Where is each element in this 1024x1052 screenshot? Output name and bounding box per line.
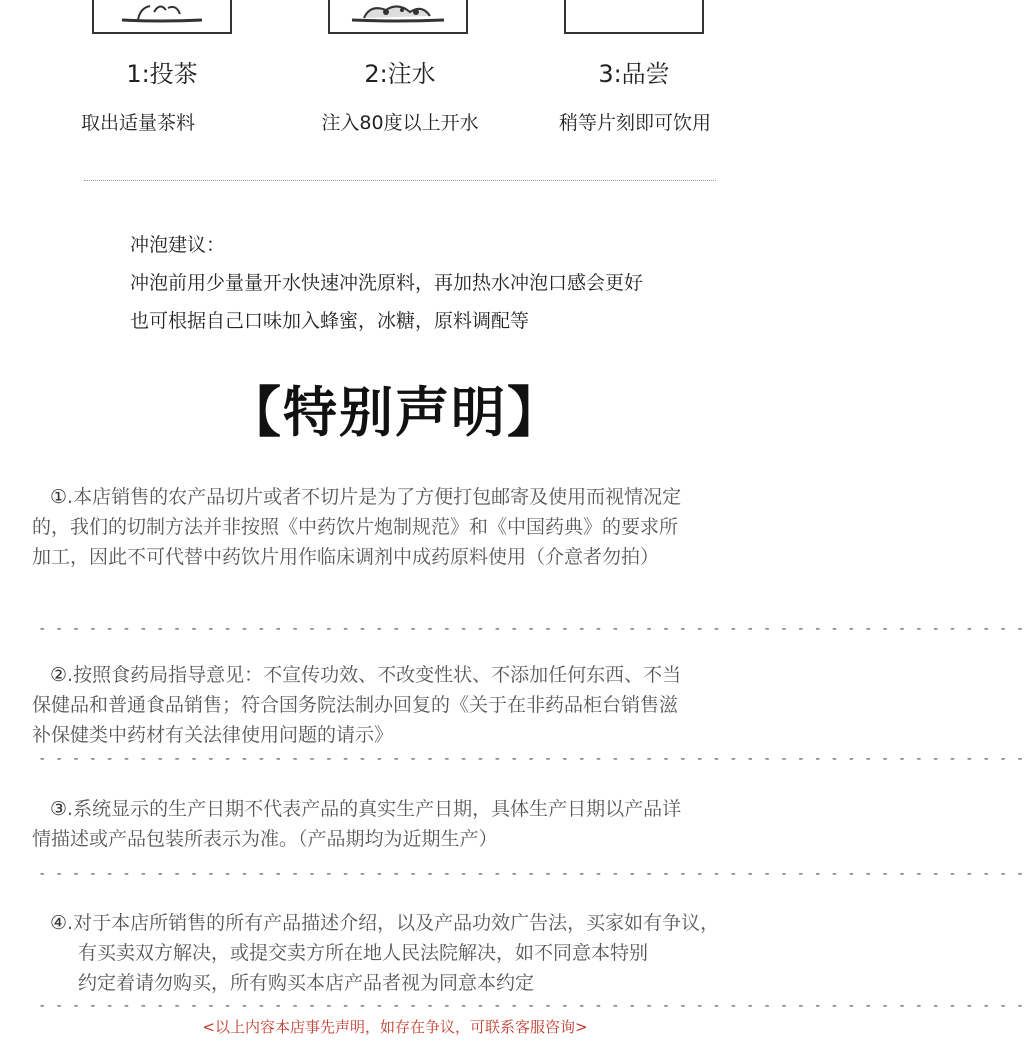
notice-item-1 (32, 482, 772, 572)
item-3-line-1: .系统显示的生产日期不代表产品的真实生产日期，具体生产日期以产品详 (67, 798, 682, 820)
item-4-number: ④ (50, 912, 68, 934)
teacup-icon (94, 0, 230, 32)
item-1-line-1: .本店销售的农产品切片或者不切片是为了方便打包邮寄及使用而视情况定 (67, 486, 682, 508)
item-2-line-1: .按照食药局指导意见：不宣传功效、不改变性状、不添加任何东西、不当 (67, 664, 682, 686)
footer-note: <以上内容本店事先声明，如存在争议，可联系客服咨询> (202, 1018, 588, 1036)
tips-line-1: 冲泡前用少量量开水快速冲洗原料，再加热水冲泡口感会更好 (130, 272, 644, 294)
tips-heading: 冲泡建议： (130, 234, 226, 256)
step-2-desc: 注入80度以上开水 (321, 112, 479, 134)
item-2-line-3: 补保健类中药材有关法律使用问题的请示》 (32, 724, 394, 746)
item-4-line-1: .对于本店所销售的所有产品描述介绍，以及产品功效广告法，买家如有争议， (67, 912, 720, 934)
step-3-desc: 稍等片刻即可饮用 (558, 112, 711, 134)
item-3-number: ③ (50, 798, 68, 820)
step-1-title: 1:投茶 (126, 60, 198, 88)
item-1-line-3: 加工，因此不可代替中药饮片用作临床调剂中成药原料使用（介意者勿拍） (32, 546, 660, 568)
notice-title: 【特别声明】 (227, 380, 563, 444)
step-2-title: 2:注水 (364, 60, 436, 88)
step-3-title: 3:品尝 (598, 60, 670, 88)
step-2-image (328, 0, 468, 34)
step-3-image (564, 0, 704, 34)
dashed-divider-3: - - - - - - - - - - - - - - - - - - - - - - - - - - - - - - - - - - - - - - - - - - - - - - - - - - - - - - - - - - - (38, 866, 1024, 882)
brewing-tips (130, 226, 643, 340)
teacup-with-leaves-icon (330, 0, 466, 32)
item-1-number: ① (50, 486, 68, 508)
item-4-line-2: 有买卖双方解决，或提交卖方所在地人民法院解决，如不同意本特别 (78, 942, 649, 964)
item-3-line-2: 情描述或产品包装所表示为准。（产品期均为近期生产） (32, 828, 498, 850)
cup-icon (566, 0, 702, 32)
item-2-line-2: 保健品和普通食品销售；符合国务院法制办回复的《关于在非药品柜台销售滋 (32, 694, 679, 716)
notice-item-4 (32, 908, 772, 998)
dashed-divider-2: - - - - - - - - - - - - - - - - - - - - - - - - - - - - - - - - - - - - - - - - - - - - - - - - - - - - - - - - - - - (38, 751, 1024, 767)
notice-item-3 (32, 794, 772, 854)
tips-line-2: 也可根据自己口味加入蜂蜜，冰糖，原料调配等 (130, 310, 530, 332)
step-1-desc: 取出适量茶料 (80, 112, 195, 134)
step-1-image (92, 0, 232, 34)
divider (84, 180, 716, 181)
item-1-line-2: 的，我们的切制方法并非按照《中药饮片炮制规范》和《中国药典》的要求所 (32, 516, 679, 538)
dashed-divider-1: - - - - - - - - - - - - - - - - - - - - - - - - - - - - - - - - - - - - - - - - - - - - - - - - - - - - - - - - - - - (38, 621, 1024, 637)
item-2-number: ② (50, 664, 68, 686)
item-4-line-3: 约定着请勿购买，所有购买本店产品者视为同意本约定 (78, 972, 535, 994)
notice-item-2 (32, 660, 772, 750)
dashed-divider-4: - - - - - - - - - - - - - - - - - - - - - - - - - - - - - - - - - - - - - - - - - - - - - - - - - - - - - - - - - - - (38, 998, 1024, 1014)
